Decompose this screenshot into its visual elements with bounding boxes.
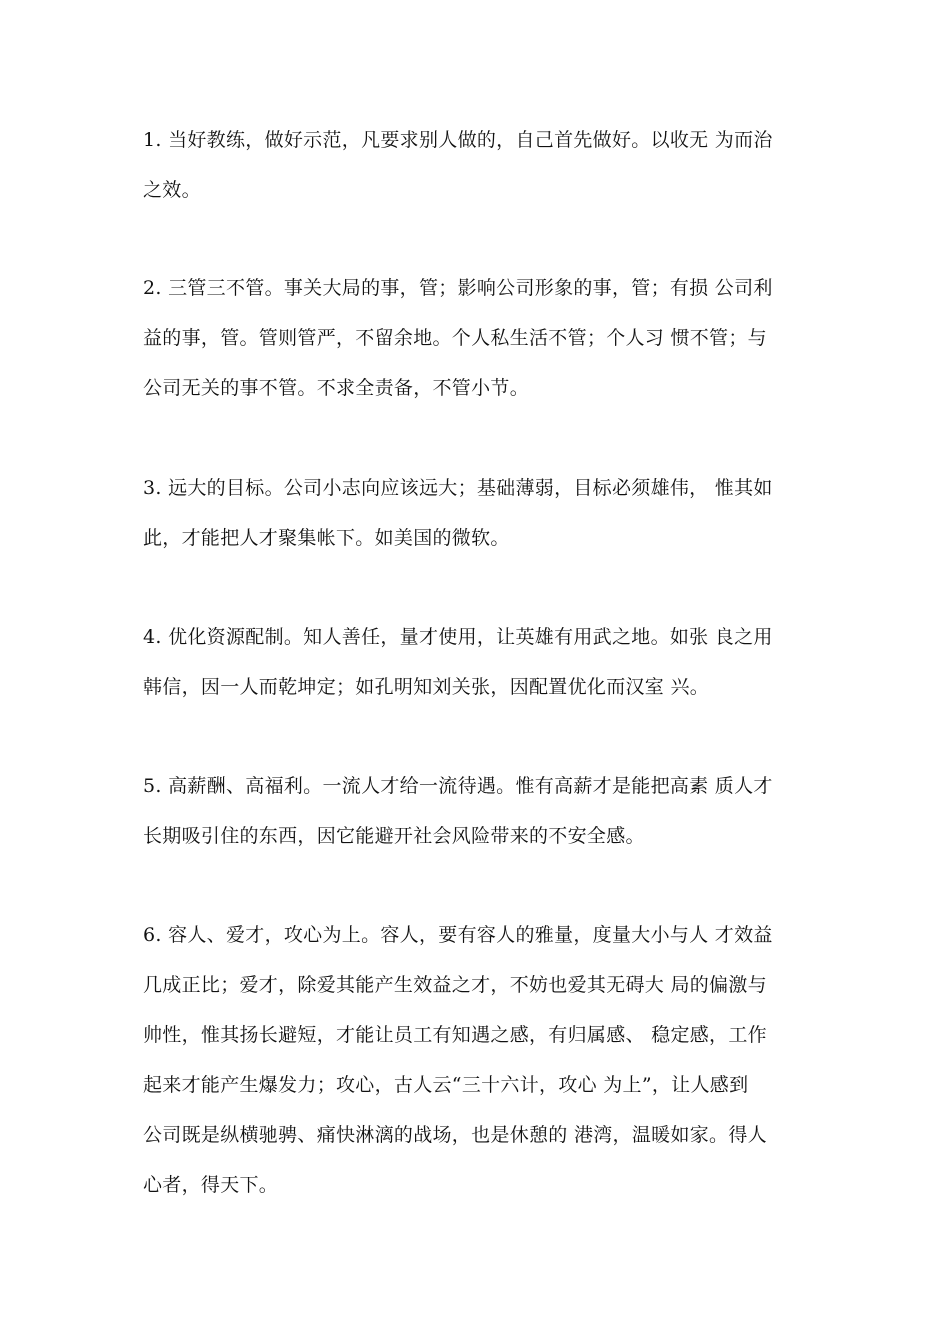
- paragraph-line: 3. 远大的目标。公司小志向应该远大；基础薄弱，目标必须雄伟， 惟其如: [143, 477, 773, 499]
- paragraph-item-4: [143, 612, 823, 712]
- paragraph-line: 韩信，因一人而乾坤定；如孔明知刘关张，因配置优化而汉室 兴。: [143, 676, 710, 698]
- paragraph-line: 几成正比；爱才，除爱其能产生效益之才，不妨也爱其无碍大 局的偏激与: [143, 974, 767, 996]
- paragraph-item-5: [143, 761, 823, 861]
- paragraph-item-6: [143, 910, 823, 1210]
- paragraph-line: 2. 三管三不管。事关大局的事，管；影响公司形象的事，管；有损 公司利: [143, 277, 773, 299]
- paragraph-item-1: [143, 115, 823, 215]
- paragraph-line: 起来才能产生爆发力；攻心，古人云“三十六计，攻心 为上”，让人感到: [143, 1074, 749, 1096]
- paragraph-line: 益的事，管。管则管严，不留余地。个人私生活不管；个人习 惯不管；与: [143, 327, 767, 349]
- paragraph-line: 之效。: [143, 179, 201, 201]
- paragraph-line: 5. 高薪酬、高福利。一流人才给一流待遇。惟有高薪才是能把高素 质人才: [143, 775, 773, 797]
- paragraph-line: 6. 容人、爱才，攻心为上。容人，要有容人的雅量，度量大小与人 才效益: [143, 924, 773, 946]
- paragraph-line: 公司无关的事不管。不求全责备，不管小节。: [143, 377, 530, 399]
- paragraph-line: 4. 优化资源配制。知人善任，量才使用，让英雄有用武之地。如张 良之用: [143, 626, 773, 648]
- paragraph-line: 此，才能把人才聚集帐下。如美国的微软。: [143, 527, 510, 549]
- paragraph-line: 1. 当好教练，做好示范，凡要求别人做的，自己首先做好。以收无 为而治: [143, 129, 773, 151]
- paragraph-line: 长期吸引住的东西，因它能避开社会风险带来的不安全感。: [143, 825, 645, 847]
- paragraph-line: 帅性，惟其扬长避短，才能让员工有知遇之感，有归属感、 稳定感，工作: [143, 1024, 767, 1046]
- paragraph-item-2: [143, 263, 823, 413]
- paragraph-line: 心者，得天下。: [143, 1174, 279, 1196]
- paragraph-line: 公司既是纵横驰骋、痛快淋漓的战场，也是休憩的 港湾，温暖如家。得人: [143, 1124, 767, 1146]
- paragraph-item-3: [143, 463, 823, 563]
